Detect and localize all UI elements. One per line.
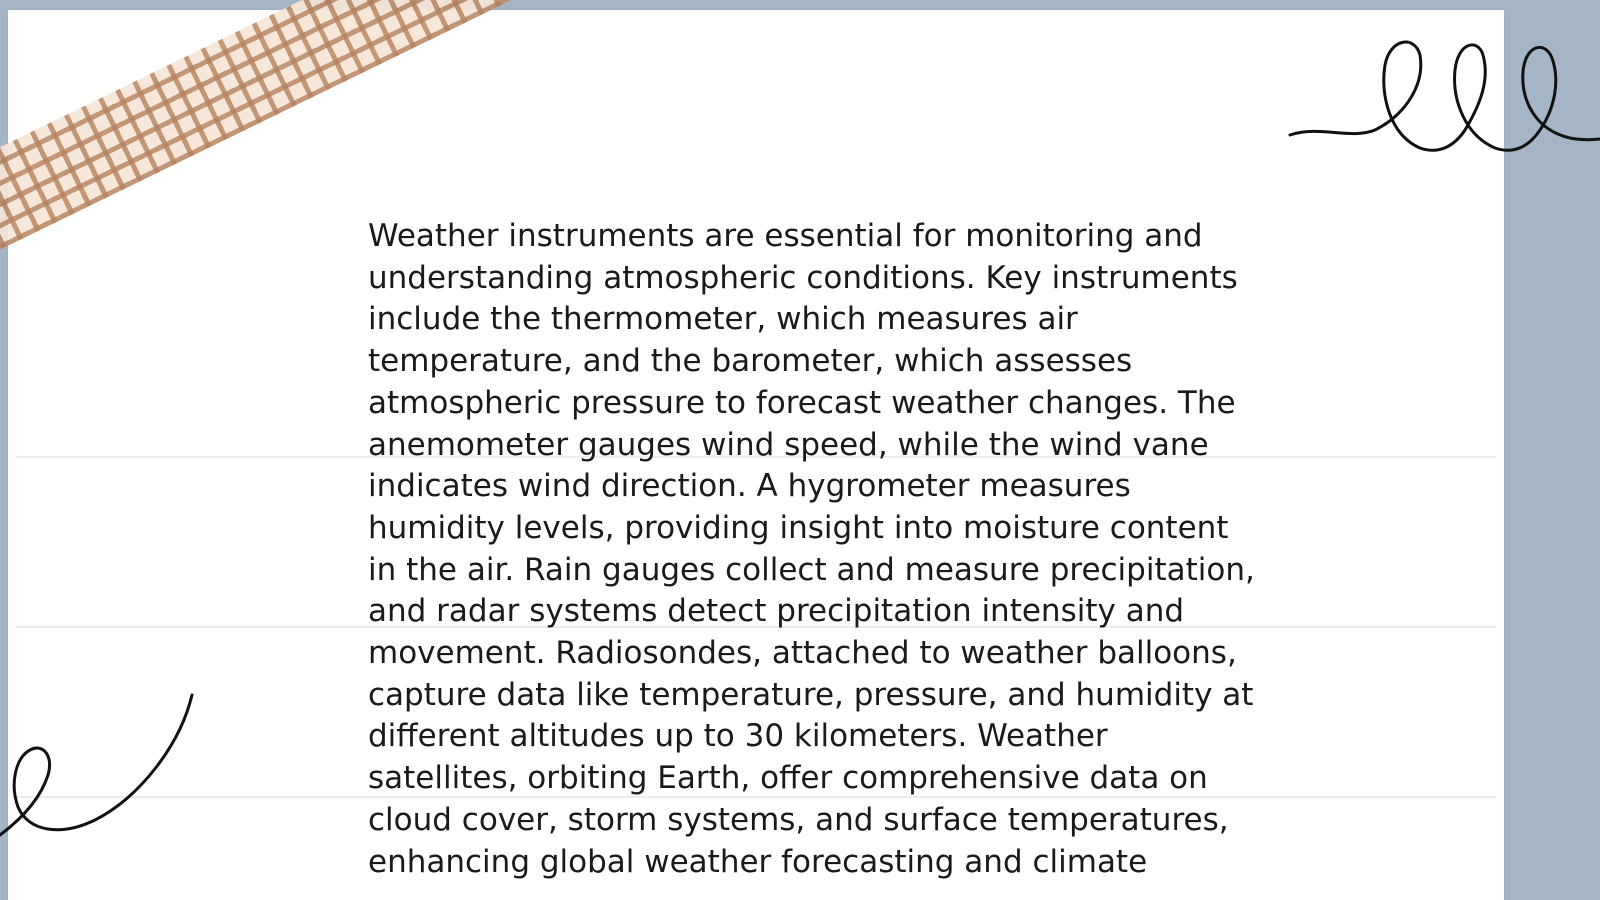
swirl-squiggle-icon (0, 695, 200, 850)
loops-squiggle-icon (1290, 30, 1600, 170)
body-paragraph: Weather instruments are essential for monitoring and understanding atmospheric conditions. Key instruments include the thermometer, which measures air temperature, and the barometer, which assesses atmospheric pressure to forecast weather changes. The anemometer gauges wind speed, while the wind vane indicates wind direction. A hygrometer measures humidity levels, providing insight into moisture content in the air. Rain gauges collect and measure precipitation, and radar systems detect precipitation intensity and movement. Radiosondes, attached to weather balloons, capture data like temperature, pressure, and humidity at different altitudes up to 30 kilometers. Weather satellites, orbiting Earth, offer comprehensive data on cloud cover, storm systems, and surface temperatures, enhancing global weather forecasting and climate (368, 218, 1255, 880)
paper-sheet (8, 10, 1504, 900)
